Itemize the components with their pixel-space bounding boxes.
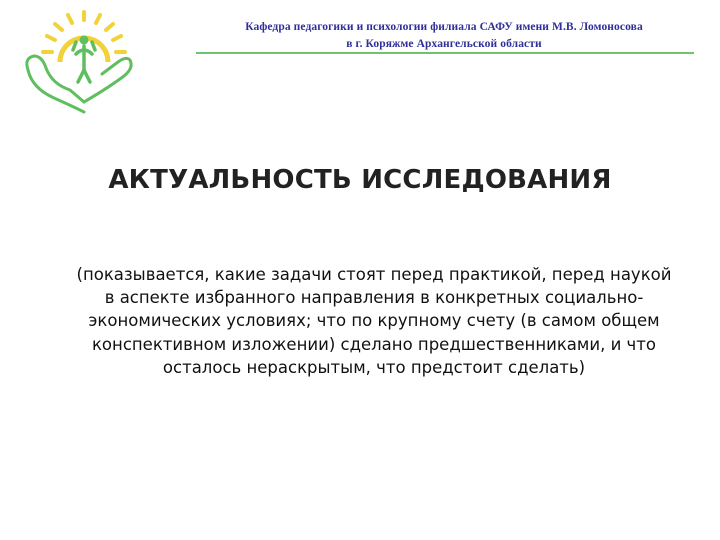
logo-emblem (20, 10, 140, 122)
institution-header (196, 19, 692, 53)
slide-title: АКТУАЛЬНОСТЬ ИССЛЕДОВАНИЯ (108, 165, 612, 195)
body-line: (показывается, какие задачи стоят перед практикой, перед наукой (76, 265, 672, 284)
slide-body (40, 263, 708, 379)
hand-icon (27, 56, 131, 112)
figure-icon (73, 36, 95, 83)
header-divider (196, 52, 694, 54)
body-line: конспективном изложении) сделано предшественниками, и что (91, 334, 657, 354)
body-line: экономических условиях; что по крупному счету (в самом общем (88, 311, 660, 331)
header-line-2: в г. Коряжме Архангельской области (346, 38, 542, 50)
header-line-1: Кафедра педагогики и психологии филиала САФУ имени М.В. Ломоносова (245, 21, 643, 33)
body-line: осталось нераскрытым, что предстоит сделать) (162, 357, 586, 377)
body-line: в аспекте избранного направления в конкретных социально- (104, 288, 644, 308)
